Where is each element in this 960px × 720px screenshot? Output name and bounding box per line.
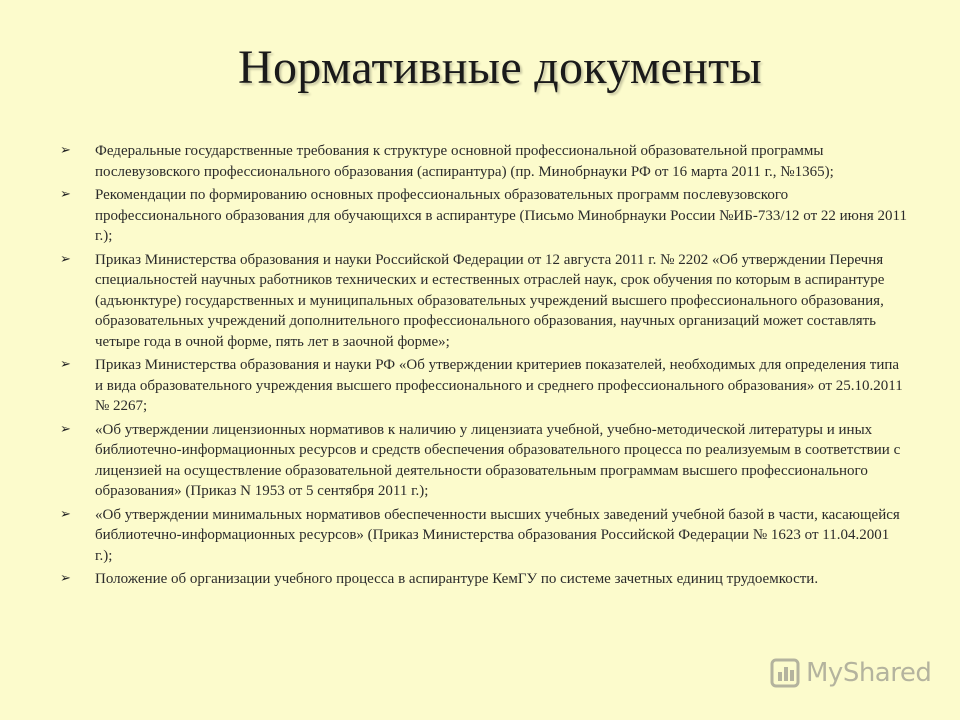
arrow-bullet-icon: ➢ — [60, 143, 71, 158]
arrow-bullet-icon: ➢ — [60, 506, 71, 522]
arrow-bullet-icon: ➢ — [60, 251, 71, 267]
list-item-text: Рекомендации по формированию основных профессиональных образовательных программ послевузовского профессионального образования для обучающихся в аспирантуре (Письмо Минобрнауки России №ИБ-733/12 от 22 июня 2011 г.); — [95, 187, 907, 244]
list-item-text: «Об утверждении лицензионных нормативов к наличию у лицензиата учебной, учебно-методической литературы и иных библиотечно-информационных ресурсов и средств обеспечения образовательного процесса по реализуемым в соответствии с лицензией на осуществление образовательной деятельности образовательным программам высшего профессионального образования» (Приказ N 1953 от 5 сентября 2011 г.); — [95, 421, 901, 499]
list-item — [60, 141, 910, 182]
arrow-bullet-icon: ➢ — [60, 421, 71, 437]
myshared-watermark — [770, 658, 931, 688]
document-list — [60, 141, 910, 593]
list-item — [60, 420, 910, 502]
arrow-bullet-icon: ➢ — [60, 187, 71, 202]
myshared-logo-icon — [770, 658, 800, 688]
list-item-text: Приказ Министерства образования и науки Российской Федерации от 12 августа 2011 г. № 2202 «Об утверждении Перечня специальностей научных работников технических и естественных отраслей наук, срок обучения по которым в аспирантуре (адъюнктуре) государственных и муниципальных образовательных учреждений высшего профессионального образования, образовательных учреждений дополнительного профессионального образования, научных организаций может составлять четыре года в очной форме, пять лет в заочной форме»; — [95, 251, 885, 350]
slide-title: Нормативные документы — [238, 41, 762, 94]
list-item — [60, 355, 910, 417]
watermark-text: MyShared — [806, 658, 932, 688]
list-item — [60, 250, 910, 353]
list-item-text: Положение об организации учебного процесса в аспирантуре КемГУ по системе зачетных единиц трудоемкости. — [95, 571, 819, 587]
list-item — [60, 569, 910, 590]
arrow-bullet-icon: ➢ — [60, 571, 71, 586]
list-item — [60, 505, 910, 567]
list-item-text: Федеральные государственные требования к структуре основной профессиональной образовательной программы послевузовского профессионального образования (аспирантура) (пр. Минобрнауки РФ от 16 марта 2011 г., №1365); — [95, 143, 834, 180]
list-item-text: Приказ Министерства образования и науки РФ «Об утверждении критериев показателей, необходимых для определения типа и вида образовательного учреждения высшего профессионального и среднего профессионального образования» от 25.10.2011 № 2267; — [95, 357, 903, 414]
list-item-text: «Об утверждении минимальных нормативов обеспеченности высших учебных заведений учебной базой в части, касающейся библиотечно-информационных ресурсов» (Приказ Министерства образования Российской Федерации № 1623 от 11.04.2001 г.); — [95, 506, 900, 564]
arrow-bullet-icon: ➢ — [60, 357, 71, 372]
list-item — [60, 185, 910, 247]
